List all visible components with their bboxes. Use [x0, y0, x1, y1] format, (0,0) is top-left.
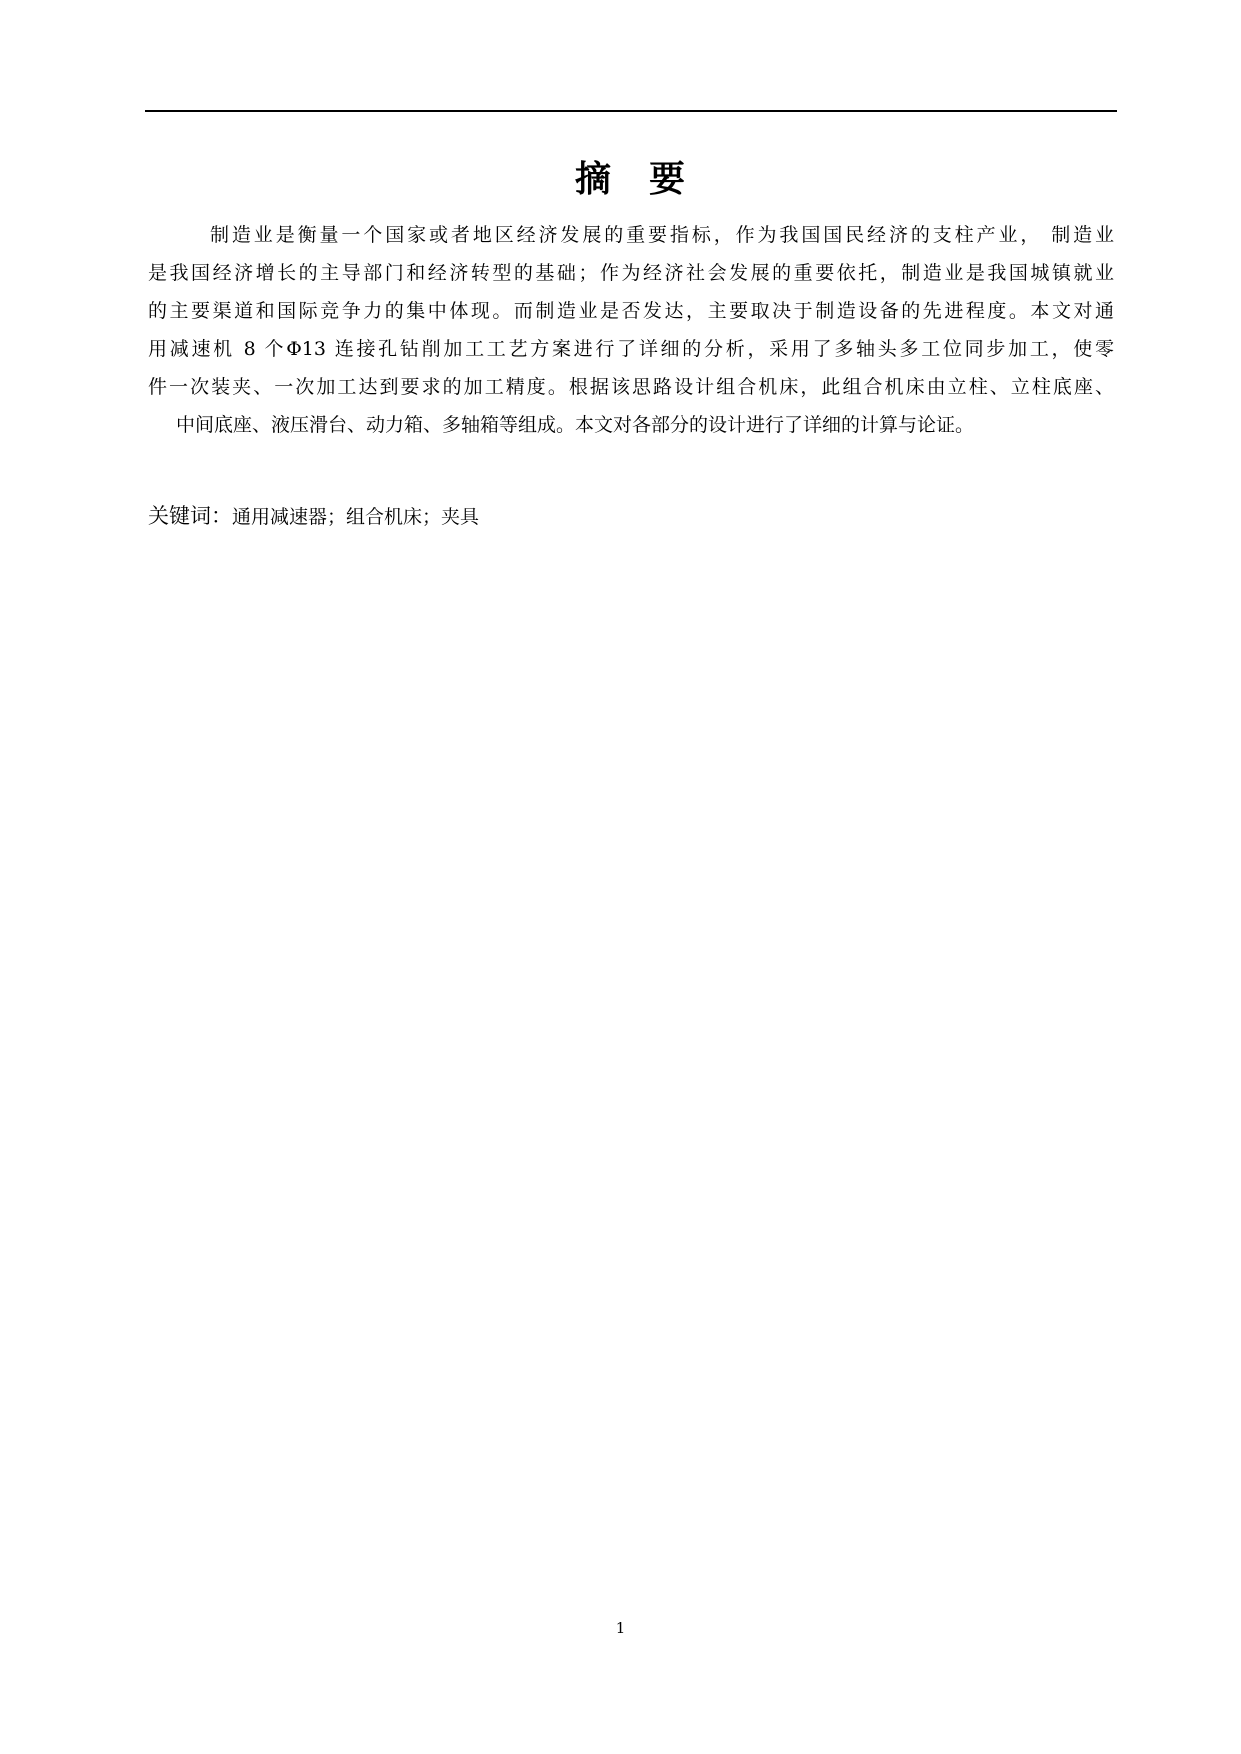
abstract-title-char-2: 要 — [649, 159, 688, 200]
abstract-line: 的主要渠道和国际竞争力的集中体现。而制造业是否发达，主要取决于制造设备的先进程度。本文对通 — [148, 300, 1114, 322]
abstract-line: 件一次装夹、一次加工达到要求的加工精度。根据该思路设计组合机床，此组合机床由立柱、立柱底座、 — [148, 376, 1114, 398]
keywords-label: 关键词： — [148, 504, 232, 528]
abstract-line: 是我国经济增长的主导部门和经济转型的基础；作为经济社会发展的重要依托，制造业是我国城镇就业 — [148, 262, 1114, 284]
abstract-title — [145, 150, 1117, 210]
keywords-value: 通用减速器；组合机床；夹具 — [232, 506, 480, 528]
header-rule — [145, 110, 1117, 112]
abstract-body — [148, 216, 1114, 444]
abstract-line: 用减速机 8 个Φ13 连接孔钻削加工工艺方案进行了详细的分析，采用了多轴头多工位同步加工，使零 — [148, 338, 1114, 360]
abstract-line: 制造业是衡量一个国家或者地区经济发展的重要指标，作为我国国民经济的支柱产业， 制造业 — [210, 224, 1114, 246]
page-number: 1 — [615, 1619, 626, 1637]
keywords — [148, 500, 479, 533]
abstract-line: 中间底座、液压滑台、动力箱、多轴箱等组成。本文对各部分的设计进行了详细的计算与论证。 — [176, 414, 975, 436]
abstract-title-char-1: 摘 — [574, 159, 613, 200]
